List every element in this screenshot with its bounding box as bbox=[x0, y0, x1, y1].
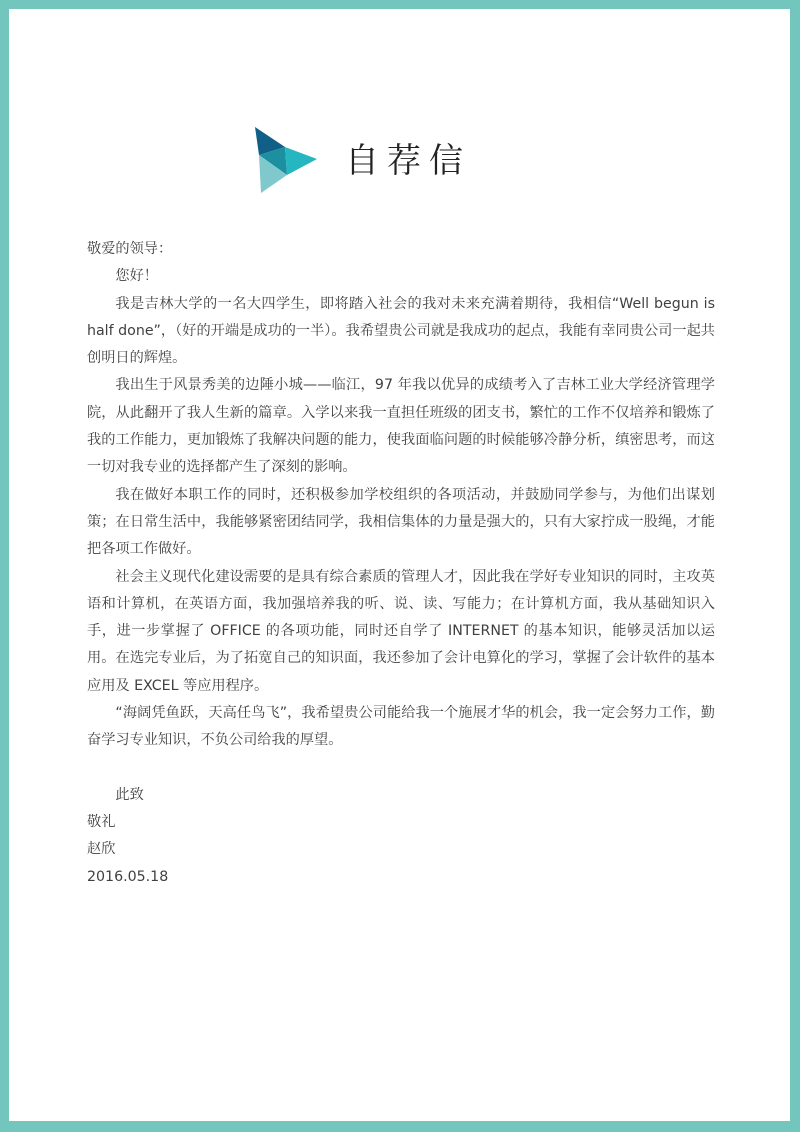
paragraph-activities: 我在做好本职工作的同时，还积极参加学校组织的各项活动，并鼓励同学参与，为他们出谋划策；在日常生活中，我能够紧密团结同学，我相信集体的力量是强大的，只有大家拧成一股绳，才能把各项工作做好。 bbox=[87, 486, 715, 558]
letter-header bbox=[245, 117, 471, 197]
greeting: 您好！ bbox=[115, 268, 158, 285]
paragraph-background: 我出生于风景秀美的边陲小城——临江，97 年我以优异的成绩考入了吉林工业大学经济管理学院，从此翻开了我人生新的篇章。入学以来我一直担任班级的团支书，繁忙的工作不仅培养和锻炼了我的工作能力，更加锻炼了我解决问题的能力，使我面临问题的时候能够冷静分析，缜密思考，而这一切对我专业的选择都产生了深刻的影响。 bbox=[87, 377, 715, 476]
page-title: 自荐信 bbox=[345, 140, 471, 181]
closing-line-1: 此致 bbox=[115, 786, 144, 803]
letter-body bbox=[87, 236, 715, 891]
paragraph-intro: 我是吉林大学的一名大四学生，即将踏入社会的我对未来充满着期待，我相信“Well begun is half done”，（好的开端是成功的一半）。我希望贵公司就是我成功的起点，我能有幸同贵公司一起共创明日的辉煌。 bbox=[87, 295, 715, 367]
play-triangle-logo-icon bbox=[245, 121, 317, 193]
signature-name: 赵欣 bbox=[87, 841, 116, 858]
signature-date: 2016.05.18 bbox=[87, 868, 169, 885]
letter-page bbox=[9, 9, 790, 1121]
salutation: 敬爱的领导： bbox=[87, 241, 173, 257]
spacer bbox=[87, 755, 715, 782]
paragraph-skills: 社会主义现代化建设需要的是具有综合素质的管理人才，因此我在学好专业知识的同时，主攻英语和计算机，在英语方面，我加强培养我的听、说、读、写能力；在计算机方面，我从基础知识入手，进一步掌握了 OFFICE 的各项功能，同时还自学了 INTERNET 的基本知识，能够灵活加以运用。在选完专业后，为了拓宽自己的知识面，我还参加了会计电算化的学习，掌握了会计软件的基本应用及 EXCEL 等应用程序。 bbox=[87, 568, 715, 694]
closing-line-2: 敬礼 bbox=[87, 813, 116, 830]
paragraph-closing-wish: “海阔凭鱼跃，天高任鸟飞”，我希望贵公司能给我一个施展才华的机会，我一定会努力工作，勤奋学习专业知识，不负公司给我的厚望。 bbox=[87, 705, 715, 749]
